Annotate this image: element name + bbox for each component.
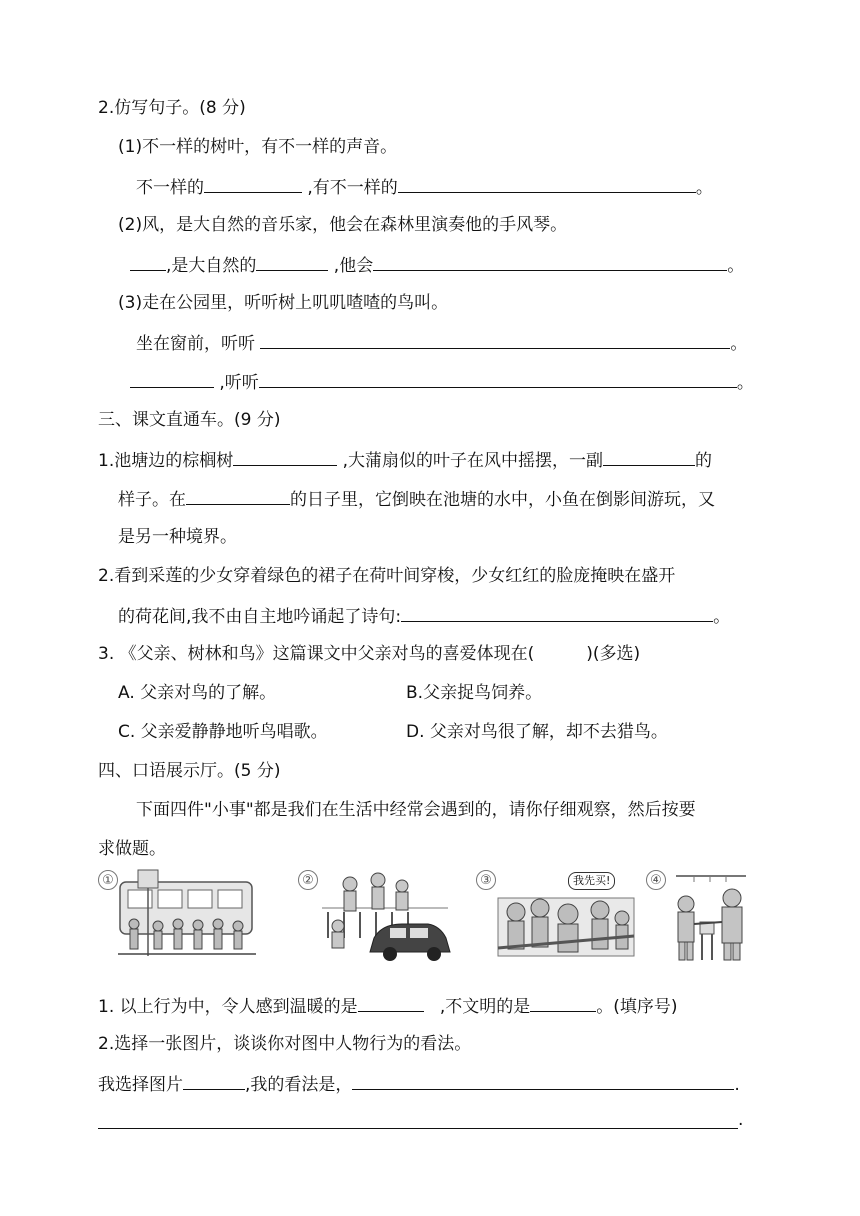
picture-2[interactable]	[298, 868, 458, 964]
sec4-q1-b: ,不文明的是	[434, 997, 531, 1017]
speech-bubble: 我先买!	[568, 872, 615, 890]
sec3-q1-a: 1.池塘边的棕榈树	[98, 451, 234, 471]
sec4-title: 四、口语展示厅。(5 分)	[98, 761, 281, 781]
sec3-title: 三、课文直通车。(9 分)	[98, 410, 281, 430]
sec4-q1-a: 1. 以上行为中，令人感到温暖的是	[98, 997, 358, 1017]
picture-4[interactable]	[646, 868, 806, 964]
blank-s2-3[interactable]	[373, 252, 727, 271]
sec4-q2-a: 我选择图片	[98, 1075, 183, 1095]
pic-number-4: ④	[646, 870, 666, 890]
option-a[interactable]: A. 父亲对鸟的了解。	[118, 683, 277, 703]
sec4-q2-end: .	[734, 1075, 740, 1095]
blank-s3-3[interactable]	[259, 369, 737, 388]
bus-queue-illustration	[98, 868, 258, 964]
option-b[interactable]: B.父亲捉鸟饲养。	[406, 683, 543, 703]
blank-q2-poem[interactable]	[401, 603, 713, 622]
sec3-q1-d: 样子。在	[118, 490, 186, 510]
sec3-q1-line2	[118, 486, 715, 510]
blank-s1-1[interactable]	[204, 174, 302, 193]
blank-s3-2[interactable]	[130, 369, 214, 388]
q2-s2-a: ,是大自然的	[166, 256, 257, 276]
q2-s3-end1: 。	[730, 334, 748, 354]
sec4-q1-c: 。(填序号)	[596, 997, 678, 1017]
sec3-q3-end: )(多选)	[586, 644, 641, 664]
q2-s1-end: 。	[695, 178, 713, 198]
q2-s3-a: 坐在窗前，听听	[136, 334, 255, 354]
q2-s3-prompt1	[136, 330, 747, 354]
sec3-q2-end: 。	[713, 607, 731, 627]
pic-number-3: ③	[476, 870, 496, 890]
blank-q1-2[interactable]	[603, 447, 695, 466]
sec4-intro-1: 下面四件"小事"都是我们在生活中经常会遇到的，请你仔细观察，然后按要	[136, 800, 696, 820]
sec3-q3-text: 3. 《父亲、树林和鸟》这篇课文中父亲对鸟的喜爱体现在(	[98, 644, 535, 664]
blank-picture-choice[interactable]	[183, 1071, 245, 1090]
picture-3[interactable]	[476, 868, 636, 964]
blank-q1-3[interactable]	[186, 486, 290, 505]
q2-s2-example: (2)风，是大自然的音乐家，他会在森林里演奏他的手风琴。	[118, 215, 568, 235]
sec3-q1-line3: 是另一种境界。	[118, 527, 237, 547]
sec3-q2-line1: 2.看到采莲的少女穿着绿色的裙子在荷叶间穿梭，少女红红的脸庞掩映在盛开	[98, 566, 676, 586]
picture-1[interactable]	[98, 868, 258, 964]
blank-s2-2[interactable]	[256, 252, 328, 271]
sec3-q3	[98, 642, 640, 666]
sec3-q2-line2	[118, 603, 730, 627]
sec4-intro-2: 求做题。	[98, 839, 166, 859]
q2-s1-prompt	[136, 174, 713, 198]
sec3-q1-e: 的日子里，它倒映在池塘的水中，小鱼在倒影间游玩，又	[290, 490, 715, 510]
blank-opinion-2[interactable]	[98, 1112, 738, 1129]
sec4-q2: 2.选择一张图片，谈谈你对图中人物行为的看法。	[98, 1034, 472, 1054]
q2-s1-b: ,有不一样的	[302, 178, 398, 198]
sec3-q1-line1	[98, 447, 712, 471]
q2-s1-example: (1)不一样的树叶，有不一样的声音。	[118, 137, 398, 157]
q2-s3-example: (3)走在公园里，听听树上叽叽喳喳的鸟叫。	[118, 293, 449, 313]
sec4-q1	[98, 993, 678, 1017]
q2-s3-b: ,听听	[214, 373, 259, 393]
road-crossing-illustration	[298, 868, 458, 964]
option-c[interactable]: C. 父亲爱静静地听鸟唱歌。	[118, 722, 328, 742]
option-d[interactable]: D. 父亲对鸟很了解，却不去猎鸟。	[406, 722, 668, 742]
q2-s3-end2: 。	[736, 373, 754, 393]
q2-s2-prompt	[130, 252, 744, 276]
blank-s2-1[interactable]	[130, 252, 166, 271]
q2-title: 2.仿写句子。(8 分)	[98, 98, 246, 118]
sec3-q2-b: 的荷花间,我不由自主地吟诵起了诗句:	[118, 607, 402, 627]
pic-number-2: ②	[298, 870, 318, 890]
sec4-q2-b: ,我的看法是，	[245, 1075, 353, 1095]
blank-s3-1[interactable]	[260, 330, 730, 349]
sec4-q2-end2: .	[738, 1110, 744, 1130]
blank-warm[interactable]	[358, 993, 424, 1012]
q2-s2-end: 。	[727, 256, 745, 276]
q2-s2-b: ,他会	[328, 256, 374, 276]
q2-s3-prompt2	[130, 369, 754, 393]
blank-s1-2[interactable]	[398, 174, 696, 193]
blank-q1-1[interactable]	[233, 447, 337, 466]
q2-s1-a: 不一样的	[136, 178, 204, 198]
pic-number-1: ①	[98, 870, 118, 890]
sec3-q1-c: 的	[695, 451, 713, 471]
blank-uncivil[interactable]	[530, 993, 596, 1012]
blank-opinion-1[interactable]	[352, 1071, 734, 1090]
sec3-q1-b: ,大蒲扇似的叶子在风中摇摆，一副	[337, 451, 604, 471]
picture-strip	[98, 868, 762, 964]
sec4-q2-answer-line1	[98, 1071, 740, 1095]
